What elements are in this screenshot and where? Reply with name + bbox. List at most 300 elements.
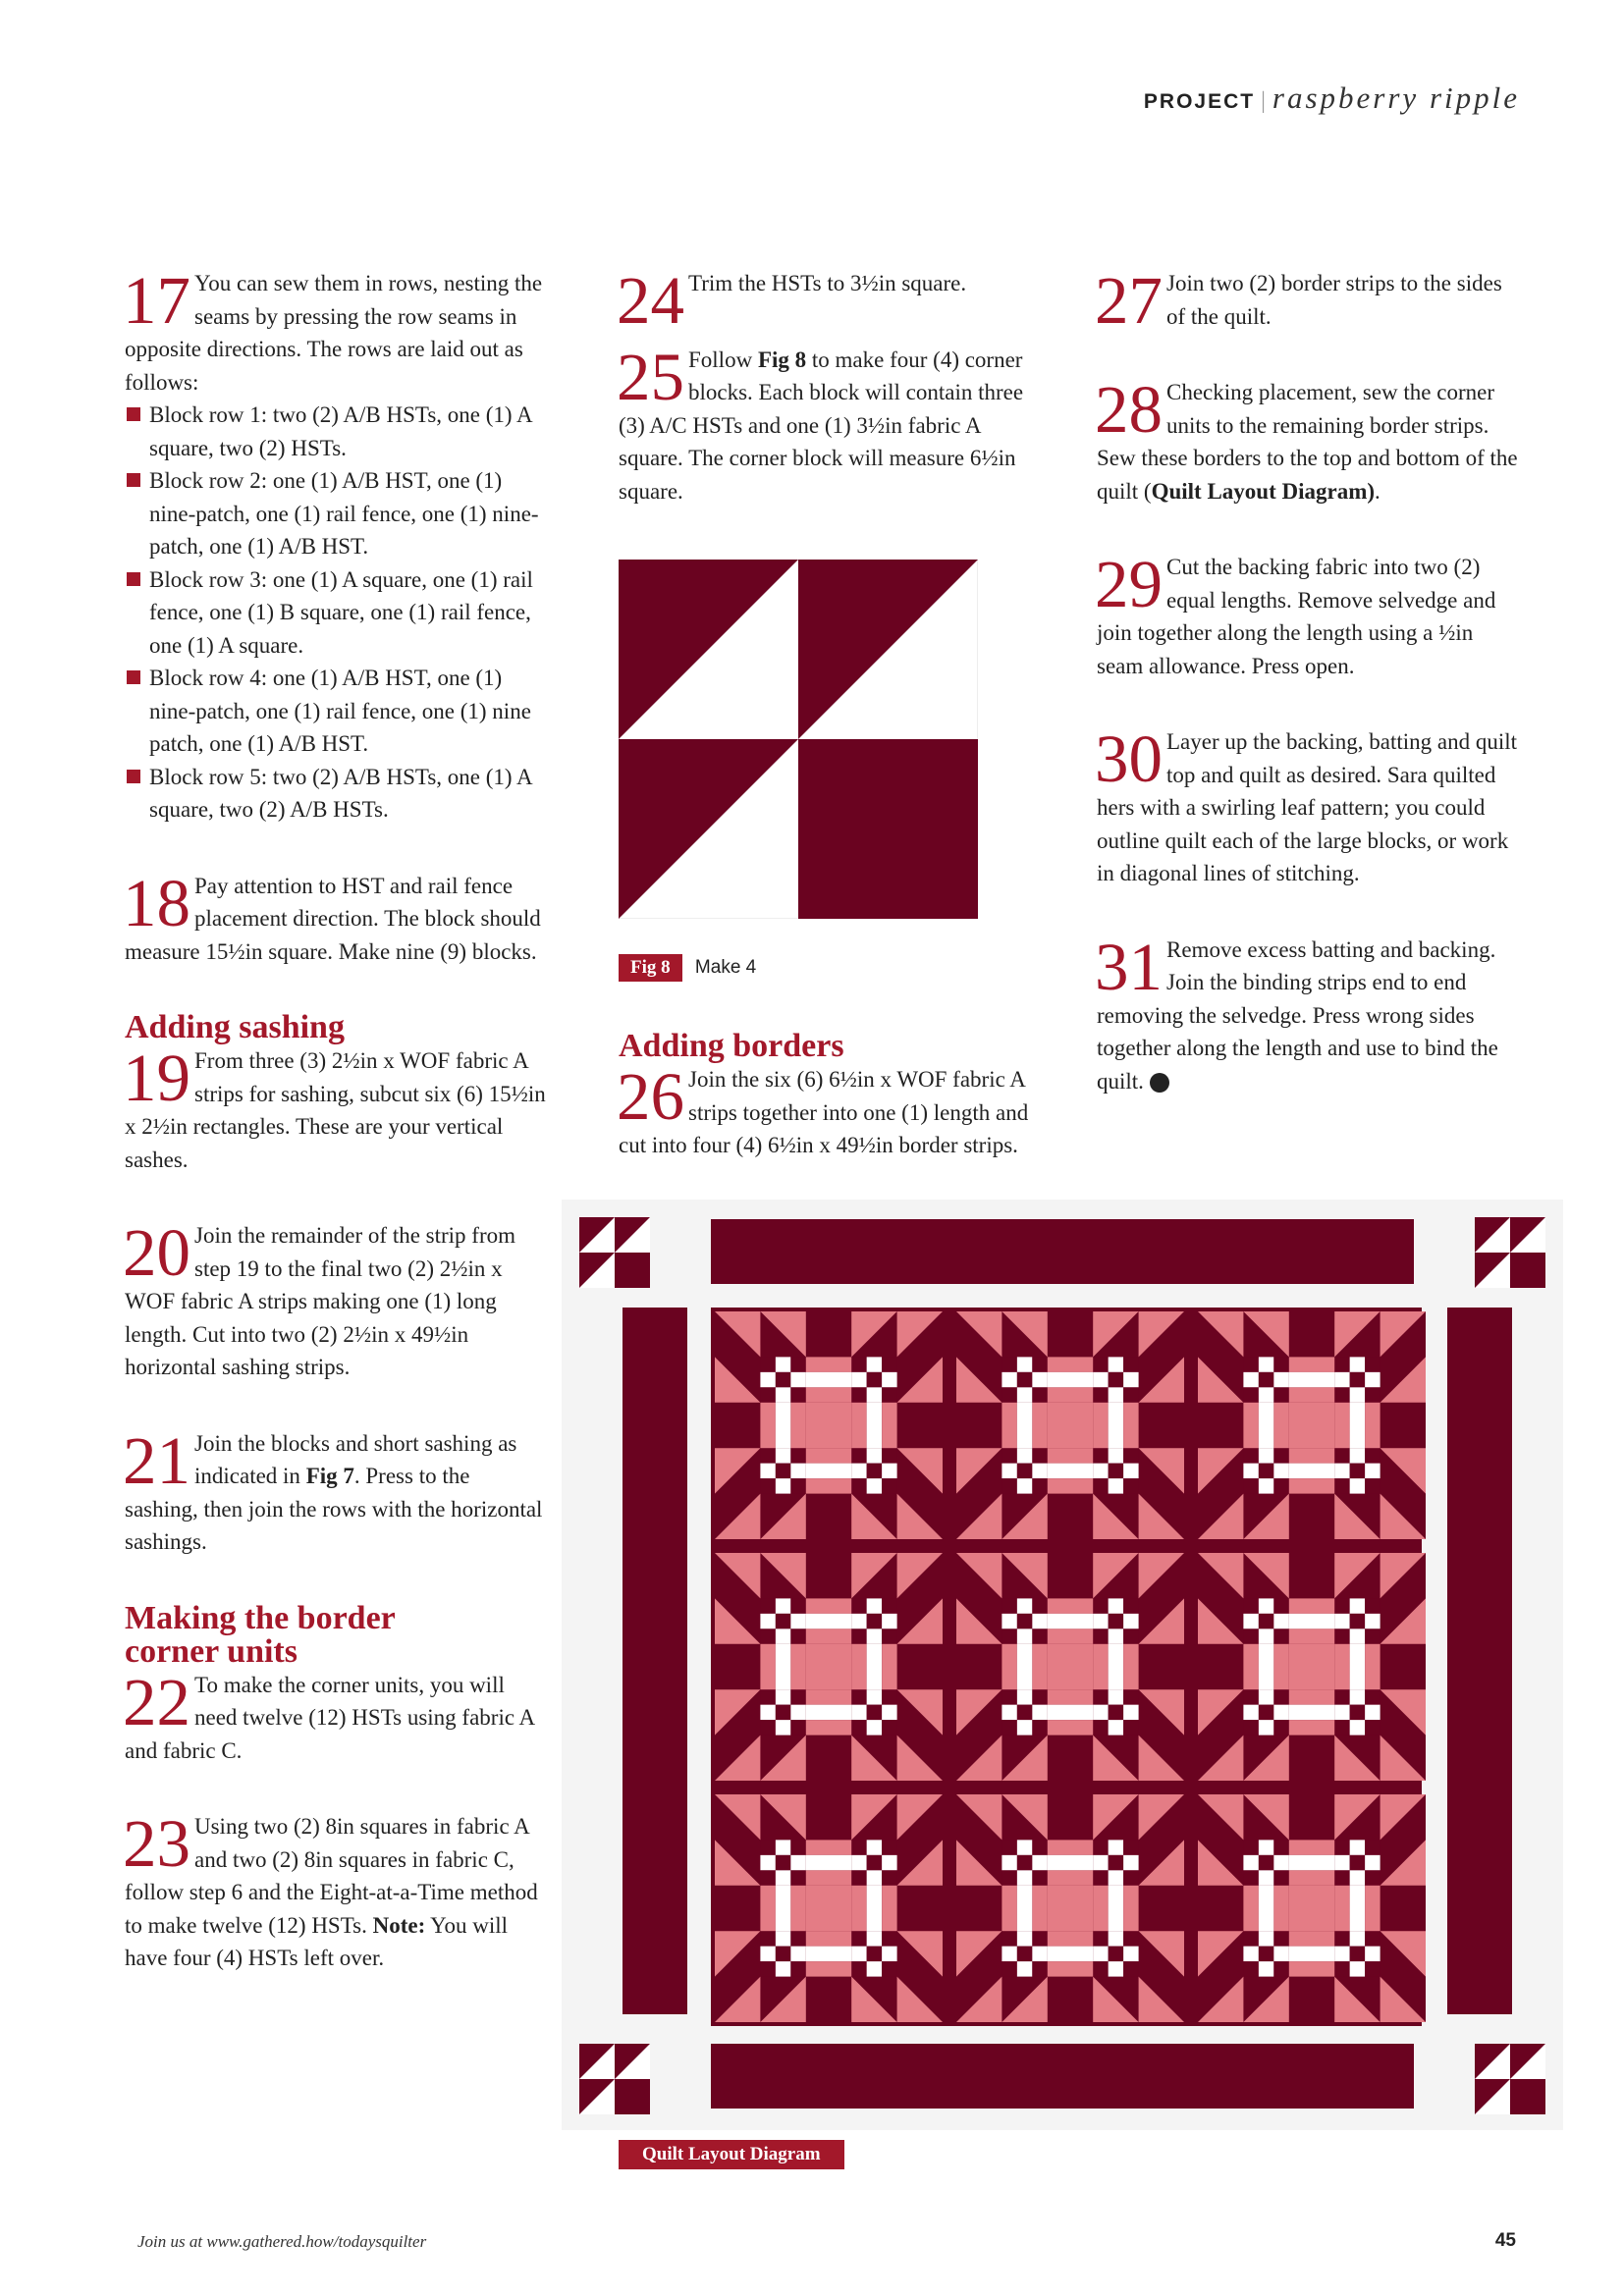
nine-patch-cell xyxy=(1334,1478,1349,1493)
rail-fence-strip xyxy=(1334,1644,1349,1689)
nine-patch-cell xyxy=(1017,1598,1032,1613)
rail-fence-strip xyxy=(1048,1598,1093,1613)
nine-patch-cell xyxy=(1109,1947,1123,1961)
nine-patch-cell xyxy=(1273,1448,1288,1463)
nine-patch-cell xyxy=(1259,1614,1273,1629)
nine-patch-cell xyxy=(1273,1855,1288,1870)
nine-patch-cell xyxy=(776,1705,790,1720)
rail-fence-strip xyxy=(1350,1886,1365,1931)
step-number: 27 xyxy=(1095,263,1163,338)
nine-patch-cell xyxy=(1334,1705,1349,1720)
nine-patch-cell xyxy=(1334,1947,1349,1961)
rail-fence-strip xyxy=(776,1403,790,1448)
nine-patch-cell xyxy=(1093,1478,1108,1493)
nine-patch-cell xyxy=(1365,1720,1380,1735)
nine-patch-cell xyxy=(1093,1448,1108,1463)
nine-patch-cell xyxy=(1334,1855,1349,1870)
nine-patch-cell xyxy=(760,1372,775,1387)
nine-patch-cell xyxy=(760,1855,775,1870)
nine-patch-cell xyxy=(1032,1478,1047,1493)
step-20 xyxy=(123,1215,547,1384)
rail-fence-strip xyxy=(1365,1644,1380,1689)
nine-patch-cell xyxy=(776,1947,790,1961)
rail-fence-strip xyxy=(851,1644,866,1689)
nine-patch-cell xyxy=(1017,1372,1032,1387)
nine-patch-cell xyxy=(790,1387,805,1402)
center-square xyxy=(806,1644,851,1689)
center-square xyxy=(1289,1886,1334,1931)
rail-fence-strip xyxy=(1289,1372,1334,1387)
nine-patch-cell xyxy=(776,1840,790,1854)
nine-patch-cell xyxy=(1123,1464,1138,1478)
nine-patch-cell xyxy=(1001,1598,1016,1613)
center-square xyxy=(1289,1644,1334,1689)
nine-patch-cell xyxy=(1109,1372,1123,1387)
nine-patch-cell xyxy=(776,1614,790,1629)
nine-patch-cell xyxy=(867,1961,882,1976)
nine-patch-cell xyxy=(1273,1931,1288,1946)
nine-patch-cell xyxy=(790,1705,805,1720)
text-run: to make four (4) corner blocks. Each block will contain three (3) A/C HSTs and one (1) 3½in fabric A square. The corner block will measure 6½in square. xyxy=(619,347,1024,504)
nine-patch-cell xyxy=(1032,1629,1047,1643)
nine-patch-cell xyxy=(790,1870,805,1885)
nine-patch-cell xyxy=(1123,1961,1138,1976)
step-22 xyxy=(123,1664,547,1768)
nine-patch-cell xyxy=(882,1961,896,1976)
rail-fence-strip xyxy=(1289,1357,1334,1371)
nine-patch-cell xyxy=(1032,1947,1047,1961)
nine-patch-cell xyxy=(1365,1614,1380,1629)
nine-patch-cell xyxy=(1334,1387,1349,1402)
figure-reference: Fig 7 xyxy=(305,1464,354,1488)
nine-patch-cell xyxy=(1017,1705,1032,1720)
nine-patch-cell xyxy=(760,1598,775,1613)
nine-patch-cell xyxy=(1001,1464,1016,1478)
nine-patch-cell xyxy=(1109,1387,1123,1402)
nine-patch-cell xyxy=(760,1705,775,1720)
step-text: From three (3) 2½in x WOF fabric A strips for sashing, subcut six (6) 15½in x 2½in rectangles. These are your vertical sashes. xyxy=(125,1048,546,1172)
rail-fence-strip xyxy=(1048,1855,1093,1870)
nine-patch-cell xyxy=(1259,1464,1273,1478)
rail-fence-strip xyxy=(1017,1403,1032,1448)
nine-patch-cell xyxy=(1273,1689,1288,1704)
rail-fence-strip xyxy=(1365,1886,1380,1931)
page-number: 45 xyxy=(1494,2230,1516,2251)
center-square xyxy=(1289,1403,1334,1448)
rail-fence-strip xyxy=(867,1886,882,1931)
rail-fence-strip xyxy=(1334,1886,1349,1931)
nine-patch-cell xyxy=(1001,1689,1016,1704)
nine-patch-cell xyxy=(867,1448,882,1463)
section-label: PROJECT xyxy=(1143,90,1256,113)
fig8-tag: Fig 8 xyxy=(619,954,682,982)
center-square xyxy=(1048,1403,1093,1448)
list-item: Block row 3: one (1) A square, one (1) rail fence, one (1) B square, one (1) rail fence, one (1) A square. xyxy=(125,563,547,663)
nine-patch-cell xyxy=(1365,1478,1380,1493)
nine-patch-cell xyxy=(1017,1961,1032,1976)
list-item: Block row 5: two (2) A/B HSTs, one (1) A square, two (2) A/B HSTs. xyxy=(125,761,547,827)
nine-patch-cell xyxy=(1001,1629,1016,1643)
step-number: 24 xyxy=(617,263,684,338)
rail-fence-strip xyxy=(1048,1387,1093,1402)
end-mark-icon xyxy=(1150,1073,1169,1093)
rail-fence-strip xyxy=(776,1886,790,1931)
nine-patch-cell xyxy=(1350,1705,1365,1720)
border-left xyxy=(623,1308,687,2014)
nine-patch-cell xyxy=(882,1931,896,1946)
rail-fence-strip xyxy=(806,1387,851,1402)
nine-patch-cell xyxy=(790,1961,805,1976)
rail-fence-strip xyxy=(1273,1644,1288,1689)
nine-patch-cell xyxy=(867,1870,882,1885)
rail-fence-strip xyxy=(1048,1870,1093,1885)
center-square xyxy=(806,1403,851,1448)
nine-patch-cell xyxy=(1334,1689,1349,1704)
nine-patch-cell xyxy=(867,1478,882,1493)
nine-patch-cell xyxy=(851,1614,866,1629)
nine-patch-cell xyxy=(1273,1629,1288,1643)
nine-patch-cell xyxy=(851,1870,866,1885)
nine-patch-cell xyxy=(882,1855,896,1870)
nine-patch-cell xyxy=(851,1720,866,1735)
rail-fence-strip xyxy=(806,1931,851,1946)
list-item: Block row 1: two (2) A/B HSTs, one (1) A square, two (2) HSTs. xyxy=(125,399,547,464)
rail-fence-strip xyxy=(806,1961,851,1976)
nine-patch-cell xyxy=(1243,1614,1258,1629)
nine-patch-cell xyxy=(851,1689,866,1704)
nine-patch-cell xyxy=(1093,1614,1108,1629)
nine-patch-cell xyxy=(790,1598,805,1613)
rail-fence-strip xyxy=(760,1644,775,1689)
rail-fence-strip xyxy=(806,1478,851,1493)
nine-patch-cell xyxy=(776,1870,790,1885)
nine-patch-cell xyxy=(1017,1947,1032,1961)
nine-patch-cell xyxy=(1109,1720,1123,1735)
step-19 xyxy=(123,1041,547,1176)
rail-fence-strip xyxy=(1289,1720,1334,1735)
rail-fence-strip xyxy=(882,1644,896,1689)
heading-adding-sashing: Adding sashing xyxy=(125,1009,345,1045)
nine-patch-cell xyxy=(1334,1598,1349,1613)
rail-fence-strip xyxy=(1259,1644,1273,1689)
nine-patch-cell xyxy=(790,1931,805,1946)
nine-patch-cell xyxy=(1032,1464,1047,1478)
nine-patch-cell xyxy=(1350,1931,1365,1946)
step-26 xyxy=(617,1059,1041,1162)
step-number: 21 xyxy=(123,1422,190,1498)
nine-patch-cell xyxy=(851,1855,866,1870)
nine-patch-cell xyxy=(1001,1931,1016,1946)
text-run: . xyxy=(1375,478,1380,504)
nine-patch-cell xyxy=(1001,1357,1016,1371)
nine-patch-cell xyxy=(1032,1840,1047,1854)
list-item: Block row 4: one (1) A/B HST, one (1) nine-patch, one (1) rail fence, one (1) nine patch, one (1) A/B HST. xyxy=(125,662,547,761)
step-28 xyxy=(1095,372,1519,507)
nine-patch-cell xyxy=(1273,1357,1288,1371)
nine-patch-cell xyxy=(1365,1931,1380,1946)
nine-patch-cell xyxy=(1093,1855,1108,1870)
nine-patch-cell xyxy=(1350,1372,1365,1387)
rail-fence-strip xyxy=(1350,1644,1365,1689)
nine-patch-cell xyxy=(1017,1478,1032,1493)
nine-patch-cell xyxy=(1273,1598,1288,1613)
nine-patch-cell xyxy=(1032,1448,1047,1463)
nine-patch-cell xyxy=(1259,1372,1273,1387)
nine-patch-cell xyxy=(776,1598,790,1613)
nine-patch-cell xyxy=(760,1387,775,1402)
rail-fence-strip xyxy=(1289,1478,1334,1493)
nine-patch-cell xyxy=(851,1840,866,1854)
nine-patch-cell xyxy=(1093,1689,1108,1704)
step-text: Layer up the backing, batting and quilt top and quilt as desired. Sara quilted hers with a swirling leaf pattern; you could outline quilt each of the large blocks, or work in diagonal lines of stitching. xyxy=(1097,729,1518,885)
nine-patch-cell xyxy=(790,1840,805,1854)
nine-patch-cell xyxy=(1123,1372,1138,1387)
nine-patch-cell xyxy=(851,1372,866,1387)
nine-patch-cell xyxy=(760,1947,775,1961)
nine-patch-cell xyxy=(790,1720,805,1735)
heading-border-corner-units: Making the border corner units xyxy=(125,1599,396,1670)
nine-patch-cell xyxy=(882,1448,896,1463)
corner-square xyxy=(1510,2079,1545,2114)
rail-fence-strip xyxy=(1243,1886,1258,1931)
step-text: Pay attention to HST and rail fence placement direction. The block should measure 15½in square. Make nine (9) blocks. xyxy=(125,873,541,964)
nine-patch-cell xyxy=(867,1947,882,1961)
nine-patch-cell xyxy=(760,1720,775,1735)
rail-fence-strip xyxy=(1243,1644,1258,1689)
rail-fence-strip xyxy=(1273,1403,1288,1448)
rail-fence-strip xyxy=(1048,1689,1093,1704)
column-1 xyxy=(123,263,547,2018)
nine-patch-cell xyxy=(776,1448,790,1463)
rail-fence-strip xyxy=(806,1629,851,1643)
rail-fence-strip xyxy=(1017,1644,1032,1689)
rail-fence-strip xyxy=(806,1614,851,1629)
rail-fence-strip xyxy=(760,1886,775,1931)
nine-patch-cell xyxy=(1017,1689,1032,1704)
rail-fence-strip xyxy=(1289,1931,1334,1946)
rail-fence-strip xyxy=(867,1644,882,1689)
nine-patch-cell xyxy=(1243,1689,1258,1704)
nine-patch-cell xyxy=(1273,1464,1288,1478)
nine-patch-cell xyxy=(1093,1705,1108,1720)
nine-patch-cell xyxy=(1001,1961,1016,1976)
text-run: Follow xyxy=(688,347,758,372)
rail-fence-strip xyxy=(1032,1886,1047,1931)
nine-patch-cell xyxy=(851,1464,866,1478)
nine-patch-cell xyxy=(1123,1448,1138,1463)
nine-patch-cell xyxy=(1259,1840,1273,1854)
step-number: 30 xyxy=(1095,721,1163,796)
header-separator: | xyxy=(1261,88,1267,114)
nine-patch-cell xyxy=(882,1840,896,1854)
nine-patch-cell xyxy=(1365,1705,1380,1720)
nine-patch-cell xyxy=(1334,1357,1349,1371)
nine-patch-cell xyxy=(1334,1372,1349,1387)
nine-patch-cell xyxy=(790,1372,805,1387)
nine-patch-cell xyxy=(851,1961,866,1976)
nine-patch-cell xyxy=(760,1961,775,1976)
nine-patch-cell xyxy=(1334,1448,1349,1463)
nine-patch-cell xyxy=(1334,1931,1349,1946)
nine-patch-cell xyxy=(1032,1598,1047,1613)
nine-patch-cell xyxy=(1350,1961,1365,1976)
rail-fence-strip xyxy=(1365,1403,1380,1448)
rail-fence-strip xyxy=(1123,1403,1138,1448)
nine-patch-cell xyxy=(867,1464,882,1478)
nine-patch-cell xyxy=(1093,1387,1108,1402)
rail-fence-strip xyxy=(1032,1644,1047,1689)
quilt-diagram-label xyxy=(619,2140,844,2169)
nine-patch-cell xyxy=(1032,1855,1047,1870)
nine-patch-cell xyxy=(790,1478,805,1493)
rail-fence-strip xyxy=(1334,1403,1349,1448)
rail-fence-strip xyxy=(851,1403,866,1448)
nine-patch-cell xyxy=(1001,1870,1016,1885)
rail-fence-strip xyxy=(1289,1387,1334,1402)
nine-patch-cell xyxy=(1243,1947,1258,1961)
nine-patch-cell xyxy=(790,1448,805,1463)
nine-patch-cell xyxy=(1365,1448,1380,1463)
nine-patch-cell xyxy=(1365,1357,1380,1371)
nine-patch-cell xyxy=(1243,1870,1258,1885)
nine-patch-cell xyxy=(1109,1357,1123,1371)
nine-patch-cell xyxy=(1001,1855,1016,1870)
nine-patch-cell xyxy=(851,1705,866,1720)
rail-fence-strip xyxy=(806,1464,851,1478)
nine-patch-cell xyxy=(1243,1629,1258,1643)
nine-patch-cell xyxy=(776,1931,790,1946)
rail-fence-strip xyxy=(806,1720,851,1735)
nine-patch-cell xyxy=(1093,1464,1108,1478)
nine-patch-cell xyxy=(1123,1720,1138,1735)
nine-patch-cell xyxy=(1259,1855,1273,1870)
nine-patch-cell xyxy=(1259,1720,1273,1735)
text-run: Remove excess batting and backing. Join the binding strips end to end removing the selvedge. Press wrong sides together along the length and use to bind the quilt. xyxy=(1097,936,1498,1094)
rail-fence-strip xyxy=(1289,1855,1334,1870)
rail-fence-strip xyxy=(1289,1629,1334,1643)
nine-patch-cell xyxy=(760,1870,775,1885)
nine-patch-cell xyxy=(1350,1689,1365,1704)
nine-patch-cell xyxy=(851,1629,866,1643)
rail-fence-strip xyxy=(1048,1947,1093,1961)
rail-fence-strip xyxy=(1259,1886,1273,1931)
nine-patch-cell xyxy=(1017,1855,1032,1870)
nine-patch-cell xyxy=(1093,1931,1108,1946)
rail-fence-strip xyxy=(1093,1644,1108,1689)
rail-fence-strip xyxy=(882,1886,896,1931)
nine-patch-cell xyxy=(851,1947,866,1961)
rail-fence-strip xyxy=(1243,1403,1258,1448)
nine-patch-cell xyxy=(790,1464,805,1478)
nine-patch-cell xyxy=(882,1705,896,1720)
nine-patch-cell xyxy=(1259,1598,1273,1613)
nine-patch-cell xyxy=(1243,1720,1258,1735)
nine-patch-cell xyxy=(760,1464,775,1478)
nine-patch-cell xyxy=(882,1614,896,1629)
nine-patch-cell xyxy=(1334,1870,1349,1885)
nine-patch-cell xyxy=(1259,1478,1273,1493)
nine-patch-cell xyxy=(1017,1870,1032,1885)
nine-patch-cell xyxy=(1365,1629,1380,1643)
step-number: 17 xyxy=(123,263,190,338)
nine-patch-cell xyxy=(1123,1357,1138,1371)
nine-patch-cell xyxy=(1032,1931,1047,1946)
rail-fence-strip xyxy=(806,1947,851,1961)
rail-fence-strip xyxy=(1001,1886,1016,1931)
nine-patch-cell xyxy=(1032,1705,1047,1720)
nine-patch-cell xyxy=(776,1372,790,1387)
step-number: 29 xyxy=(1095,547,1163,621)
nine-patch-cell xyxy=(1334,1961,1349,1976)
block-row-list xyxy=(125,399,547,827)
nine-patch-cell xyxy=(776,1357,790,1371)
nine-patch-cell xyxy=(851,1598,866,1613)
rail-fence-strip xyxy=(1048,1931,1093,1946)
step-18 xyxy=(123,865,547,969)
column-2-lower xyxy=(619,1030,1041,1205)
rail-fence-strip xyxy=(1109,1644,1123,1689)
nine-patch-cell xyxy=(1123,1705,1138,1720)
rail-fence-strip xyxy=(806,1840,851,1854)
nine-patch-cell xyxy=(882,1464,896,1478)
nine-patch-cell xyxy=(1243,1478,1258,1493)
rail-fence-strip xyxy=(1048,1840,1093,1854)
nine-patch-cell xyxy=(1001,1705,1016,1720)
nine-patch-cell xyxy=(1109,1870,1123,1885)
rail-fence-strip xyxy=(790,1886,805,1931)
nine-patch-cell xyxy=(1093,1372,1108,1387)
nine-patch-cell xyxy=(1093,1357,1108,1371)
heading-adding-borders: Adding borders xyxy=(619,1028,844,1064)
nine-patch-cell xyxy=(1243,1840,1258,1854)
square-bottom-right xyxy=(798,739,978,919)
rail-fence-strip xyxy=(1289,1870,1334,1885)
nine-patch-cell xyxy=(1365,1840,1380,1854)
step-17 xyxy=(123,263,547,827)
nine-patch-cell xyxy=(1273,1372,1288,1387)
nine-patch-cell xyxy=(1032,1870,1047,1885)
text-run: Using two (2) 8in squares in fabric A and two (2) 8in squares in fabric C, follow step 6 and the Eight-at-a-Time method to make twelve (12) HSTs. xyxy=(125,1814,538,1938)
nine-patch-cell xyxy=(1350,1870,1365,1885)
step-text: Join the remainder of the strip from step 19 to the final two (2) 2½in x WOF fabric A strips making one (1) long length. Cut into two (2) 2½in x 49½in horizontal sashing strips. xyxy=(125,1223,516,1379)
rail-fence-strip xyxy=(1048,1614,1093,1629)
rail-fence-strip xyxy=(1048,1705,1093,1720)
rail-fence-strip xyxy=(1048,1629,1093,1643)
rail-fence-strip xyxy=(806,1357,851,1371)
nine-patch-cell xyxy=(1093,1598,1108,1613)
nine-patch-cell xyxy=(882,1387,896,1402)
step-text: Trim the HSTs to 3½in square. xyxy=(688,271,967,295)
nine-patch-cell xyxy=(776,1387,790,1402)
fig8-caption: Make 4 xyxy=(694,957,757,978)
footer-url: Join us at www.gathered.how/todaysquilter xyxy=(137,2232,427,2251)
nine-patch-cell xyxy=(1334,1720,1349,1735)
rail-fence-strip xyxy=(882,1403,896,1448)
rail-fence-strip xyxy=(806,1372,851,1387)
nine-patch-cell xyxy=(1259,1689,1273,1704)
step-23 xyxy=(123,1806,547,1975)
corner-square xyxy=(1510,1253,1545,1288)
step-27 xyxy=(1095,263,1519,338)
nine-patch-cell xyxy=(1032,1357,1047,1371)
rail-fence-strip xyxy=(1289,1598,1334,1613)
step-number: 18 xyxy=(123,865,190,940)
nine-patch-cell xyxy=(1017,1614,1032,1629)
nine-patch-cell xyxy=(1123,1947,1138,1961)
nine-patch-cell xyxy=(851,1387,866,1402)
nine-patch-cell xyxy=(1001,1448,1016,1463)
rail-fence-strip xyxy=(1048,1478,1093,1493)
